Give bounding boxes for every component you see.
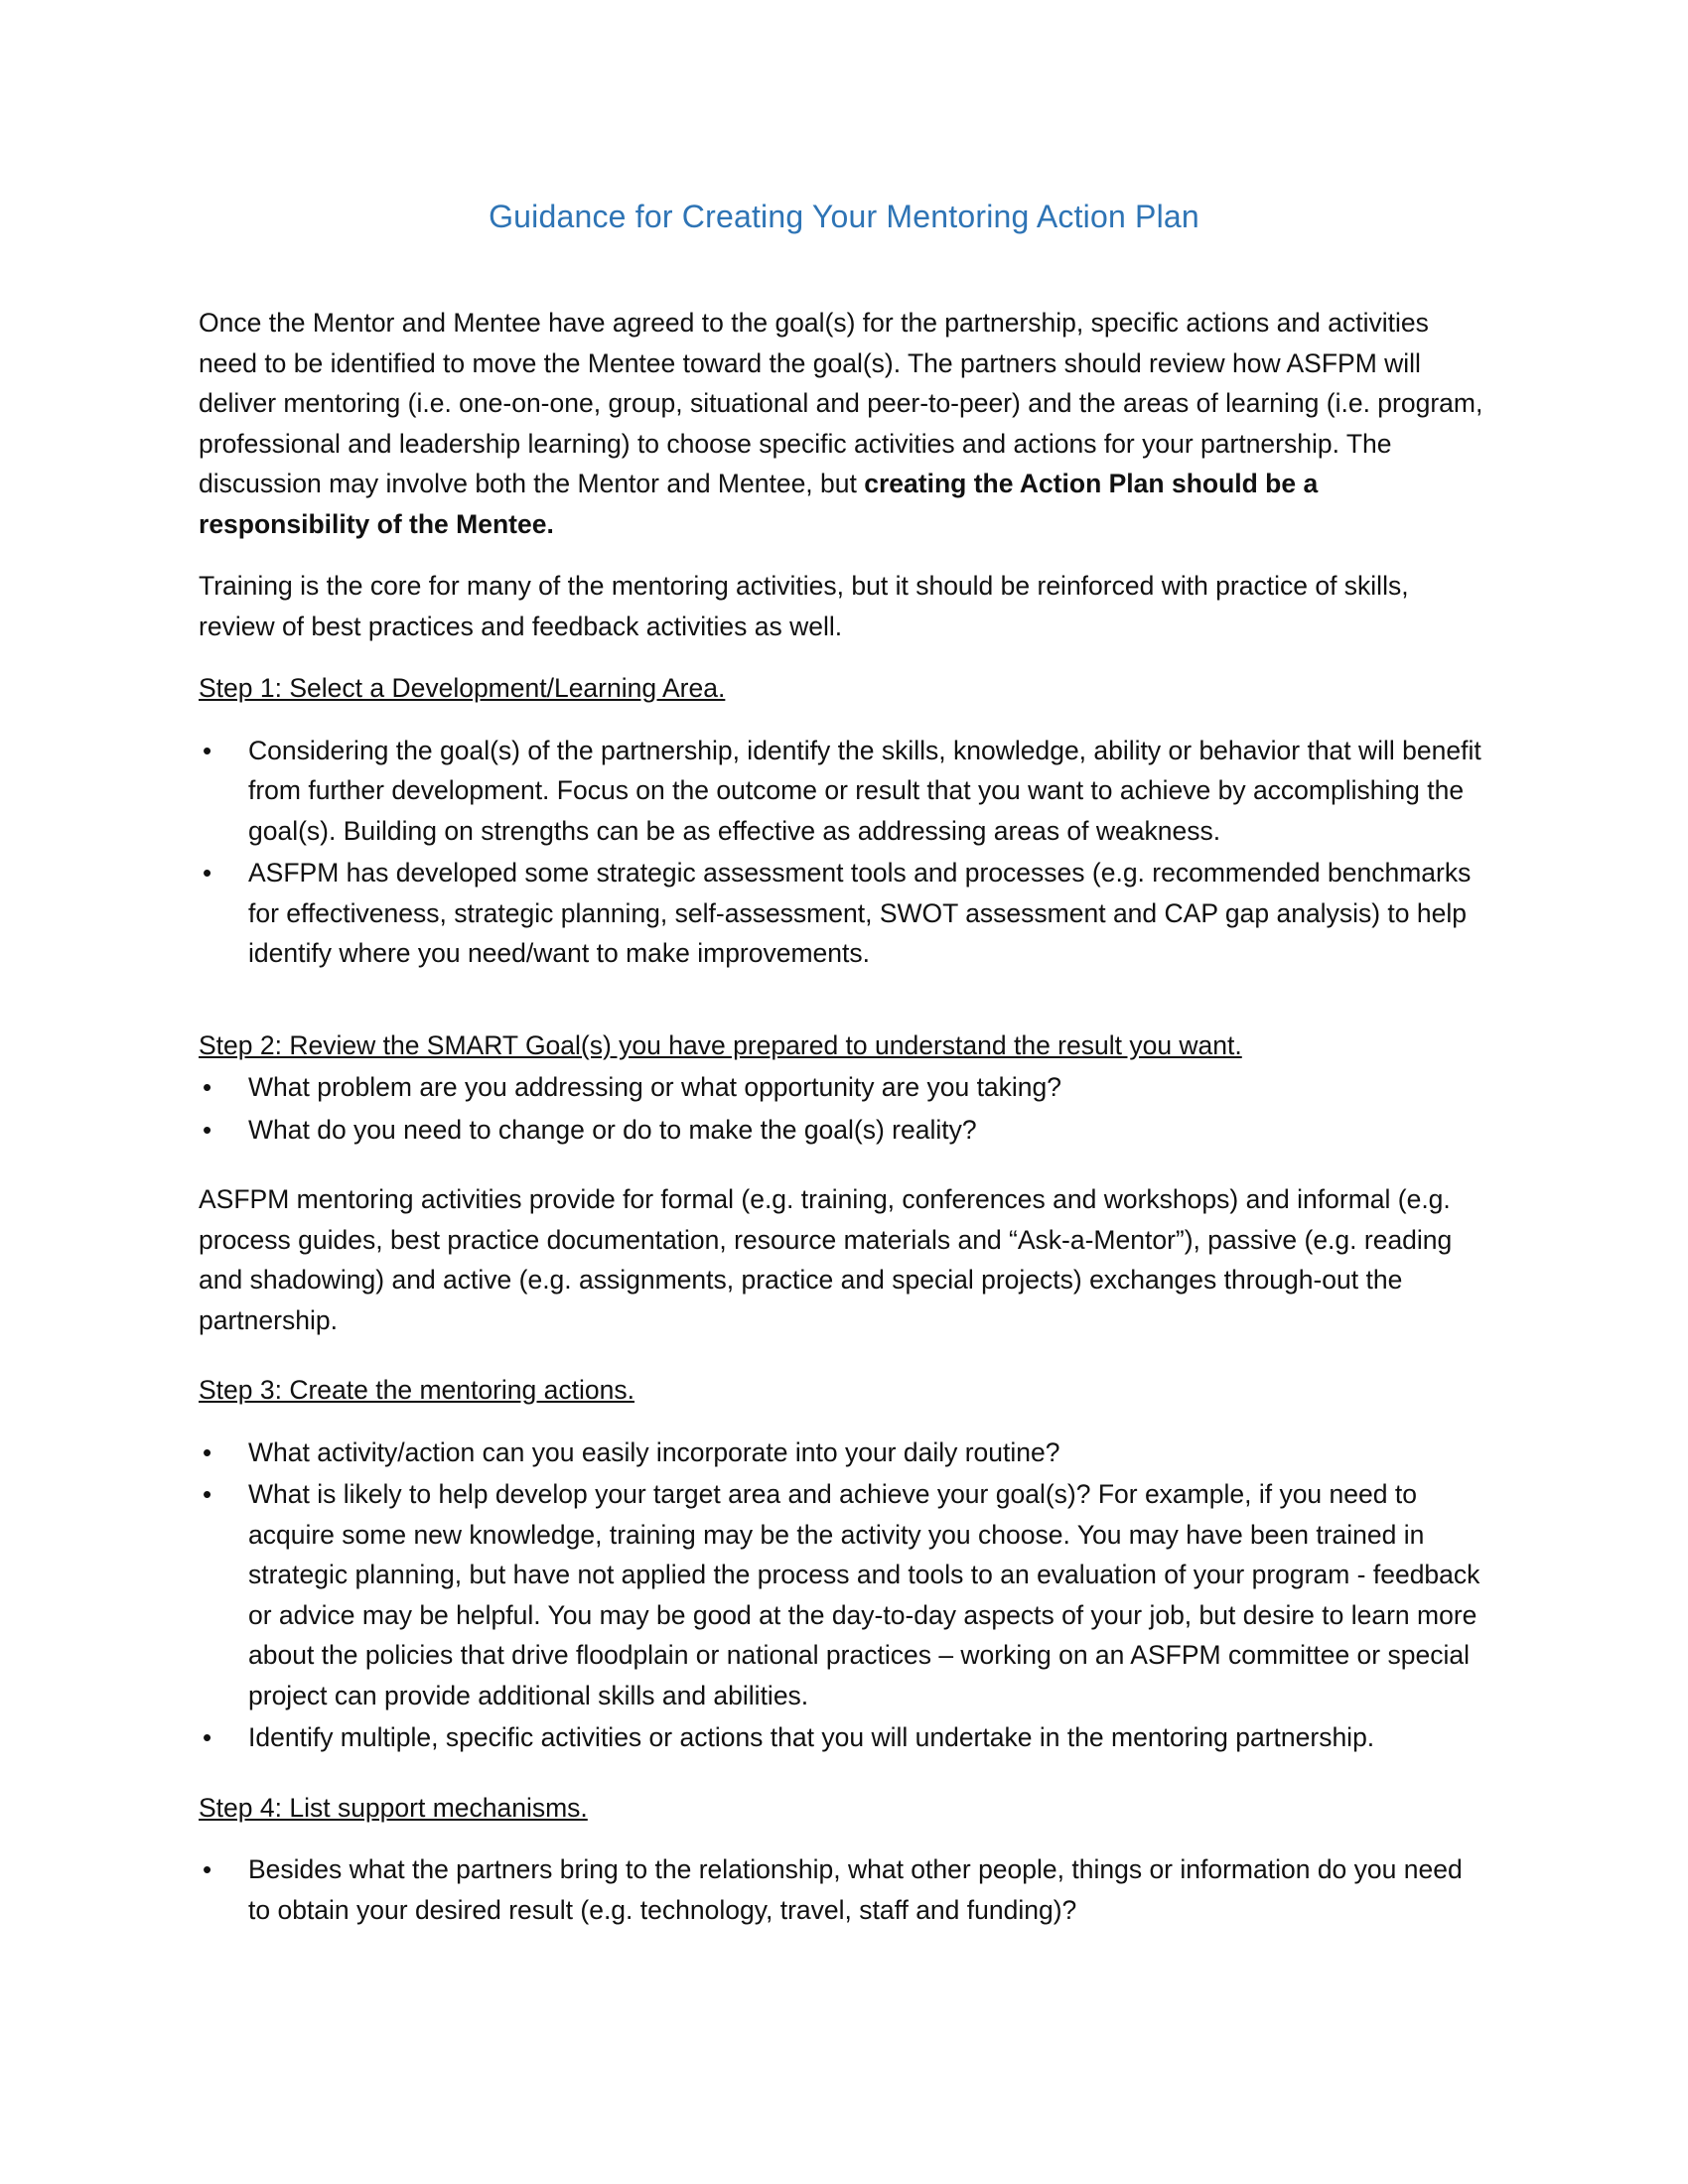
list-item: • What problem are you addressing or what opportunity are you taking? [199, 1067, 1489, 1108]
step2-heading: Step 2: Review the SMART Goal(s) you have prepared to understand the result you want. [199, 1029, 1242, 1060]
step3-heading: Step 3: Create the mentoring actions. [199, 1375, 634, 1405]
list-item: • What activity/action can you easily incorporate into your daily routine? [199, 1433, 1489, 1473]
page-title: Guidance for Creating Your Mentoring Action Plan [489, 199, 1199, 234]
step1-list [199, 731, 1489, 974]
list-item: • Considering the goal(s) of the partnership, identify the skills, knowledge, ability or behavior that will benefit from further development. Focus on the outcome or result that you want to achieve by accomplishing the goal(s). Building on strengths can be as effective as addressing areas of weakness. [199, 731, 1489, 852]
step1-heading: Step 1: Select a Development/Learning Area. [199, 673, 726, 703]
step3-list [199, 1433, 1489, 1758]
step4-list [199, 1849, 1489, 1930]
training-paragraph: Training is the core for many of the mentoring activities, but it should be reinforced with practice of skills, review of best practices and feedback activities as well. [199, 571, 1409, 641]
step2-list [199, 1067, 1489, 1150]
list-item: • ASFPM has developed some strategic assessment tools and processes (e.g. recommended benchmarks for effectiveness, strategic planning, self-assessment, SWOT assessment and CAP gap analysis) to help identify where you need/want to make improvements. [199, 853, 1489, 974]
intro-text: Once the Mentor and Mentee have agreed to the goal(s) for the partnership, specific actions and activities need to be identified to move the Mentee toward the goal(s). The partners should review how ASFPM will deliver mentoring (i.e. one-on-one, group, situational and peer-to-peer) and the areas of learning (i.e. program, professional and leadership learning) to choose specific activities and actions for your partnership. The discussion may involve both the Mentor and Mentee, but [199, 308, 1483, 498]
list-item: • Besides what the partners bring to the relationship, what other people, things or information do you need to obtain your desired result (e.g. technology, travel, staff and funding)? [199, 1849, 1489, 1930]
list-item: • What do you need to change or do to make the goal(s) reality? [199, 1110, 1489, 1151]
list-item: • Identify multiple, specific activities or actions that you will undertake in the mentoring partnership. [199, 1717, 1489, 1758]
step4-heading: Step 4: List support mechanisms. [199, 1792, 588, 1823]
document-page [199, 199, 1489, 1960]
intro-paragraph [199, 303, 1489, 544]
intro-bold-text: creating the Action Plan should be a responsibility of the Mentee. [199, 469, 1319, 539]
activities-paragraph: ASFPM mentoring activities provide for formal (e.g. training, conferences and workshops) and informal (e.g. process guides, best practice documentation, resource materials and “Ask-a-Mentor”), passive (e.g. reading and shadowing) and active (e.g. assignments, practice and special projects) exchanges through-out the partnership. [199, 1184, 1453, 1335]
list-item: • What is likely to help develop your target area and achieve your goal(s)? For example, if you need to acquire some new knowledge, training may be the activity you choose. You may have been trained in strategic planning, but have not applied the process and tools to an evaluation of your program - feedback or advice may be helpful. You may be good at the day-to-day aspects of your job, but desire to learn more about the policies that drive floodplain or national practices – working on an ASFPM committee or special project can provide additional skills and abilities. [199, 1474, 1489, 1715]
